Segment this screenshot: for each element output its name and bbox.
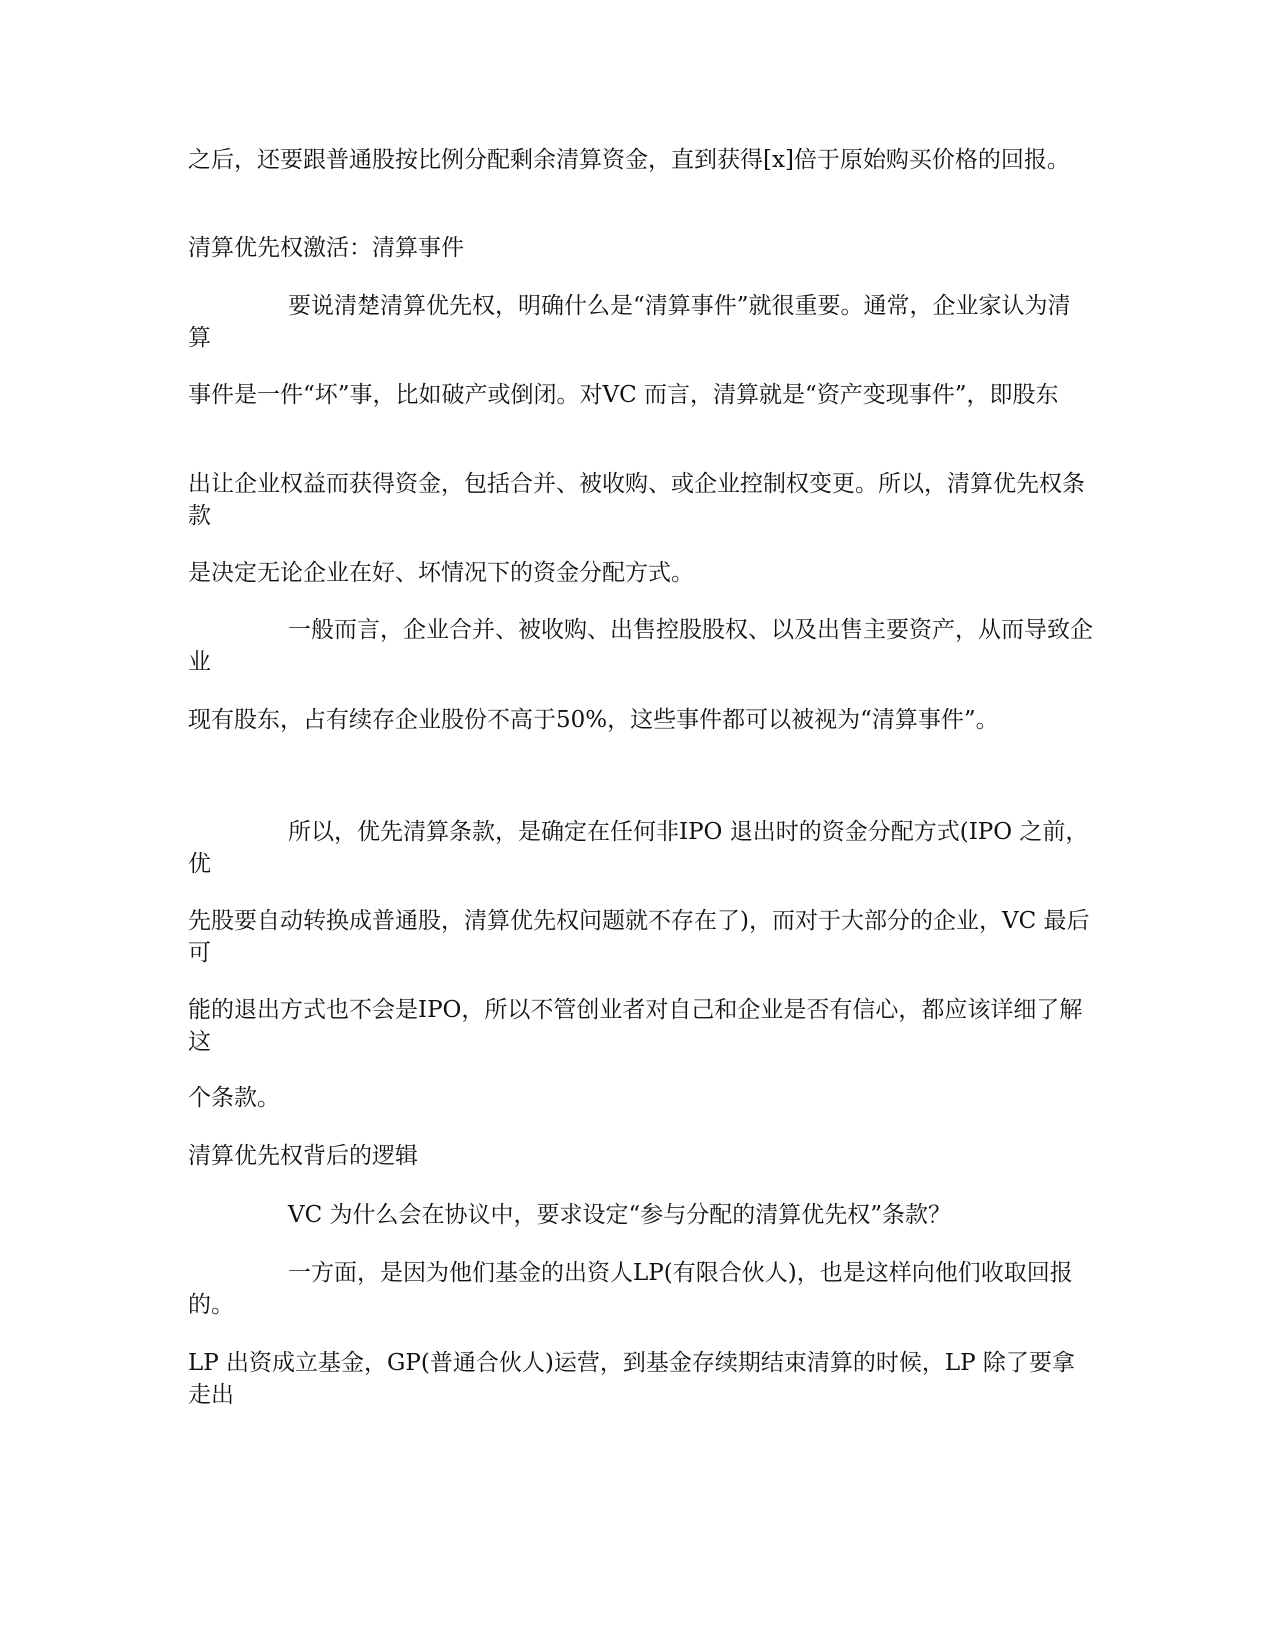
paragraph-generally: 一般而言，企业合并、被收购、出售控股股权、以及出售主要资产，从而导致企业 [188,617,1093,675]
paragraph-preferred-conversion: 先股要自动转换成普通股，清算优先权问题就不存在了)，而对于大部分的企业，VC 最后可 [188,908,1090,966]
paragraph-return-multiple: 之后，还要跟普通股按比例分配剩余清算资金，直到获得[x]倍于原始购买价格的回报。 [188,147,1070,173]
paragraph-clause: 个条款。 [188,1085,280,1111]
paragraph-lp-gp: LP 出资成立基金，GP(普通合伙人)运营，到基金存续期结束清算的时候，LP 除了要拿走出 [188,1350,1075,1408]
paragraph-shareholders-50: 现有股东，占有续存企业股份不高于50%，这些事件都可以被视为“清算事件”。 [188,707,999,733]
heading-liquidation-trigger: 清算优先权激活：清算事件 [188,235,464,261]
paragraph-lp-returns: 一方面，是因为他们基金的出资人LP(有限合伙人)，也是这样向他们收取回报的。 [188,1260,1073,1318]
paragraph-bad-event: 事件是一件“坏”事，比如破产或倒闭。对VC 而言，清算就是“资产变现事件”，即股东 [188,382,1059,408]
paragraph-why-vc: VC 为什么会在协议中，要求设定“参与分配的清算优先权”条款？ [288,1202,952,1228]
paragraph-distribution-method: 是决定无论企业在好、坏情况下的资金分配方式。 [188,560,694,586]
paragraph-non-ipo-exit: 所以，优先清算条款，是确定在任何非IPO 退出时的资金分配方式(IPO 之前，优 [188,819,1089,877]
paragraph-liquidation-event-intro: 要说清楚清算优先权，明确什么是“清算事件”就很重要。通常，企业家认为清算 [188,293,1071,351]
heading-logic: 清算优先权背后的逻辑 [188,1143,418,1169]
paragraph-equity-transfer: 出让企业权益而获得资金，包括合并、被收购、或企业控制权变更。所以，清算优先权条款 [188,471,1085,529]
paragraph-exit-method: 能的退出方式也不会是IPO，所以不管创业者对自己和企业是否有信心，都应该详细了解这 [188,997,1083,1055]
